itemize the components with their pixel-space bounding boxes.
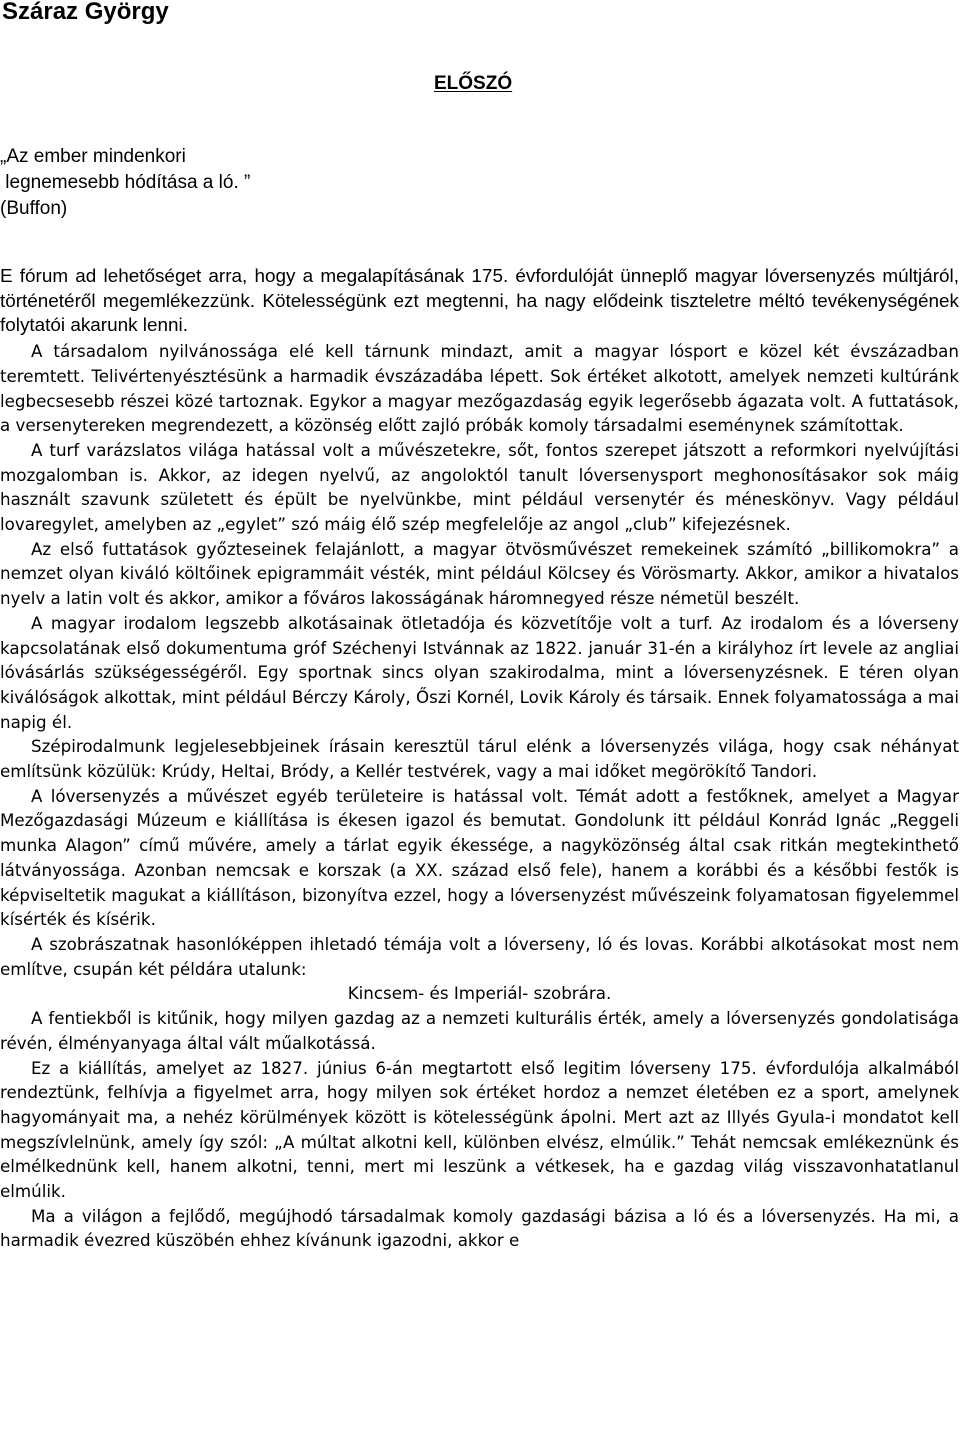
paragraph: A fentiekből is kitűnik, hogy milyen gazdag az a nemzeti kulturális érték, amely a lóversenyzés gondolatisága révén, élményanyaga által vált műalkotássá. (0, 1008, 959, 1053)
author-name: Száraz György (2, 0, 169, 25)
paragraph: A lóversenyzés a művészet egyéb területeire is hatással volt. Témát adott a festőknek, amelyet a Magyar Mezőgazdasági Múzeum e kiállítása is ékesen igazol és bemutat. Gondolunk itt például Konrád Ignác „Reggeli munka Alagon” című művére, amely a tárlat egyik ékessége, a nagyközönség által csak ritkán megtekinthető látványossága. Azonban nemcsak e korszak (a XX. század első fele), hanem a korábbi és a későbbi festők is képviseltetik magukat a kiállításon, bizonyítva ezzel, hogy a lóversenyzést művészeink folyamatosan figyelemmel kísérték és kísérik. (0, 785, 959, 930)
paragraph-intro: E fórum ad lehetőséget arra, hogy a megalapításának 175. évfordulóját ünneplő magyar lóversenyzés múltjáról, történetéről megemlékezzünk. Kötelességünk ezt megtenni, ha nagy elődeink tiszteletre méltó tevékenységének folytatói akarunk lenni. (0, 266, 959, 337)
paragraph: A turf varázslatos világa hatással volt a művészetekre, sőt, fontos szerepet játszott a reformkori nyelvújítási mozgalomban is. Akkor, az idegen nyelvű, az angoloktól tanult lóversenysport meghonosításakor sok máig használt szavunk született és épült be nyelvünkbe, mint például versenytér és méneskönyv. Vagy például lovaregylet, amelyben az „egylet” szó máig élő szép megfelelője az angol „club” kifejezésnek. (0, 439, 959, 535)
paragraph: A magyar irodalom legszebb alkotásainak ötletadója és közvetítője volt a turf. Az irodalom és a lóverseny kapcsolatának első dokumentuma gróf Széchenyi Istvánnak az 1822. január 31-én a királyhoz írt levele az angliai lóvásárlás szükségességéről. Egy sportnak sincs olyan szakirodalma, mint a lóversenyzésnek. E téren olyan kiválóságok alkottak, mint például Bérczy Károly, Őszi Kornél, Lovik Károly és társaik. Ennek folyamatossága a mai napig él. (0, 612, 959, 732)
epigraph-line-1: „Az ember mindenkori (0, 146, 186, 167)
paragraph: Az első futtatások győzteseinek felajánlott, a magyar ötvösművészet remekeinek számító „billikomokra” a nemzet olyan kiváló költőinek epigrammáit vésték, mint például Kölcsey és Vörösmarty. Akkor, amikor a hivatalos nyelv a latin volt és akkor, amikor a főváros lakosságának háromnegyed része németül beszélt. (0, 538, 959, 609)
centered-line: Kincsem- és Imperiál- szobrára. (347, 983, 612, 1004)
paragraph: Ma a világon a fejlődő, megújhodó társadalmak komoly gazdasági bázisa a ló és a lóversenyzés. Ha mi, a harmadik évezred küszöbén ehhez kívánunk igazodni, akkor e (0, 1205, 959, 1251)
preface-body (0, 265, 959, 1253)
preface-title: ELŐSZÓ (434, 73, 513, 94)
paragraph: Ez a kiállítás, amelyet az 1827. június 6-án megtartott első legitim lóverseny 175. évfordulója alkalmából rendeztünk, felhívja a figyelmet arra, hogy milyen sok értéket hordoz a nemzet életében ez a sport, amelynek hagyományait ma, a nehéz körülmények között is kötelességünk ápolni. Mert azt az Illyés Gyula-i mondatot kell megszívlelnünk, amely így szól: „A múltat alkotni kell, különben elvész, elmúlik.” Tehát nemcsak emlékeznünk és elmélkednünk kell, hanem alkotni, tenni, mert mi leszünk a vétkesek, ha e gazdag világ visszavonhatatlanul elmúlik. (0, 1057, 959, 1202)
paragraph: A társadalom nyilvánossága elé kell tárnunk mindazt, amit a magyar lósport e közel két évszázadban teremtett. Telivértenyésztésünk a harmadik évszázadába lépett. Sok értéket alkotott, amelyek nemzeti kultúránk legbecsesebb részei közé tartoznak. Egykor a magyar mezőgazdaság egyik legerősebb ágazata volt. A futtatások, a versenytereken megrendezett, a közönség előtt zajló próbák komoly társadalmi eseménynek számítottak. (0, 341, 959, 436)
paragraph: Szépirodalmunk legjelesebbjeinek írásain keresztül tárul elénk a lóversenyzés világa, hogy csak néhányat említsünk közülük: Krúdy, Heltai, Bródy, a Kellér testvérek, vagy a mai időket megörökítő Tandori. (0, 736, 959, 782)
paragraph: A szobrászatnak hasonlóképpen ihletadó témája volt a lóverseny, ló és lovas. Korábbi alkotásokat most nem említve, csupán két példára utalunk: (0, 933, 959, 979)
epigraph-attribution: (Buffon) (0, 198, 68, 219)
epigraph (0, 144, 250, 222)
epigraph-line-2: legnemesebb hódítása a ló. ” (0, 172, 251, 193)
